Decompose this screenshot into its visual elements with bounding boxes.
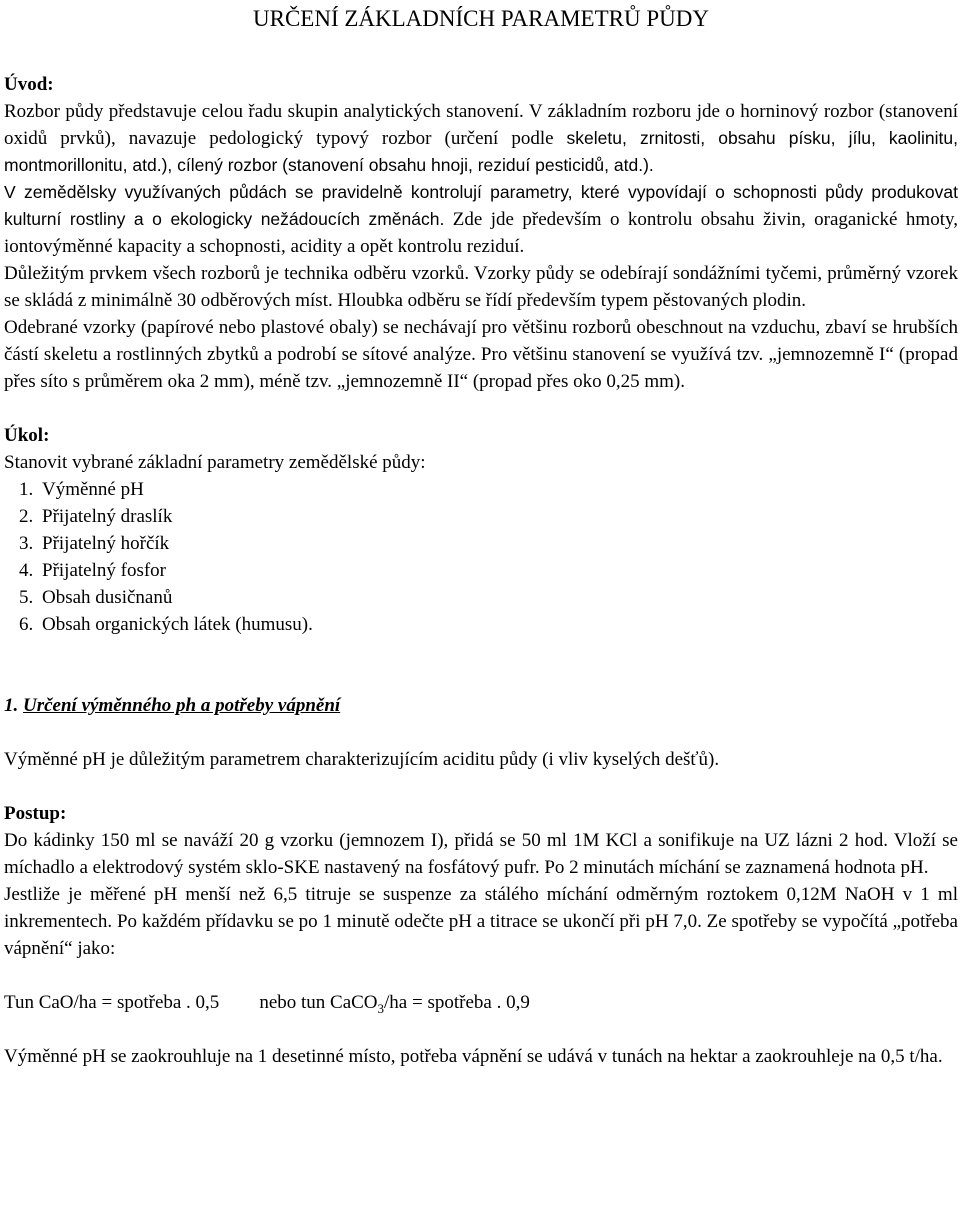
uvod-p2-serif: Zde jde především o kontrolu obsahu živin, oraganické hmoty, iontovýměnné kapacity a schopnosti, acidity a opět kontrolu reziduí.: [4, 209, 958, 257]
uvod-paragraph-4: Odebrané vzorky (papírové nebo plastové obaly) se nechávají pro většinu rozborů obeschnout na vzduchu, zbaví se hrubších částí skeletu a rostlinných zbytků a podrobí se sítové analýze. Pro většinu stanovení se využívá tzv. „jemnozemně I“ (propad přes síto s průměrem oka 2 mm), méně tzv. „jemnozemně II“ (propad přes oko 0,25 mm).: [4, 317, 958, 392]
page-title: URČENÍ ZÁKLADNÍCH PARAMETRŮ PŮDY: [253, 6, 709, 31]
uvod-p1-sans: skeletu, zrnitosti, obsahu písku, jílu, kaolinitu, montmorillonitu, atd.), cílený rozbor (stanovení obsahu hnoji, reziduí pesticidů, atd.).: [4, 128, 959, 175]
section-1-description: Výměnné pH je důležitým parametrem charakterizujícím aciditu půdy (i vliv kyselých dešťů).: [4, 749, 720, 770]
postup-paragraph-2: Jestliže je měřené pH menší než 6,5 titruje se suspenze za stálého míchání odměrným roztokem 0,12M NaOH v 1 ml inkrementech. Po každém přídavku se po 1 minutě odečte pH a titrace se ukončí při pH 7,0. Ze spotřeby se vypočítá „potřeba vápnění“ jako:: [4, 884, 958, 959]
uvod-heading: Úvod:: [4, 74, 54, 95]
formula-caco3: [259, 992, 530, 1016]
uvod-paragraph-2: [4, 179, 958, 260]
list-item: 4. Přijatelný fosfor: [38, 557, 958, 584]
postup-paragraph-1: Do kádinky 150 ml se naváží 20 g vzorku (jemnozem I), přidá se 50 ml 1M KCl a sonifikuje na UZ lázni 2 hod. Vloží se míchadlo a elektrodový systém sklo-SKE nastavený na fosfátový pufr. Po 2 minutách míchání se zaznamená hodnota pH.: [4, 830, 958, 878]
formula-line: [4, 989, 958, 1016]
final-paragraph: Výměnné pH se zaokrouhluje na 1 desetinné místo, potřeba vápnění se udává v tunách na hektar a zaokrouhleje na 0,5 t/ha.: [4, 1046, 943, 1067]
uvod-paragraph-1: [4, 98, 958, 179]
formula-caco3-sub: 3: [377, 1000, 385, 1016]
list-item: 2. Přijatelný draslík: [38, 503, 958, 530]
postup-heading: Postup:: [4, 803, 67, 824]
uvod-p2-sans: V zemědělsky využívaných půdách se pravidelně kontrolují parametry, které vypovídají o schopnosti půdy produkovat kulturní rostliny a o ekologicky nežádoucích změnách.: [4, 182, 958, 229]
ukol-heading: Úkol:: [4, 425, 50, 446]
formula-cao: Tun CaO/ha = spotřeba . 0,5: [4, 992, 220, 1013]
ukol-list: [4, 476, 958, 638]
formula-caco3-pre: nebo tun CaCO: [259, 992, 378, 1013]
uvod-p1-serif: Rozbor půdy představuje celou řadu skupin analytických stanovení. V základním rozboru jde o horninový rozbor (stanovení oxidů prvků), navazuje pedologický typový rozbor (určení podle: [4, 101, 958, 149]
document-page: [4, 0, 958, 1070]
section-1-title-text: Určení výměnného ph a potřeby vápnění: [23, 695, 341, 716]
formula-caco3-post: /ha = spotřeba . 0,9: [384, 992, 530, 1013]
section-1-title: [4, 692, 958, 719]
list-item: 6. Obsah organických látek (humusu).: [38, 611, 958, 638]
list-item: 1. Výměnné pH: [38, 476, 958, 503]
list-item: 3. Přijatelný hořčík: [38, 530, 958, 557]
ukol-intro: Stanovit vybrané základní parametry zemědělské půdy:: [4, 452, 426, 473]
list-item: 5. Obsah dusičnanů: [38, 584, 958, 611]
section-1-number: 1.: [4, 695, 19, 716]
uvod-paragraph-3: Důležitým prvkem všech rozborů je technika odběru vzorků. Vzorky půdy se odebírají sondážními tyčemi, průměrný vzorek se skládá z minimálně 30 odběrových míst. Hloubka odběru se řídí především typem pěstovaných plodin.: [4, 263, 958, 311]
